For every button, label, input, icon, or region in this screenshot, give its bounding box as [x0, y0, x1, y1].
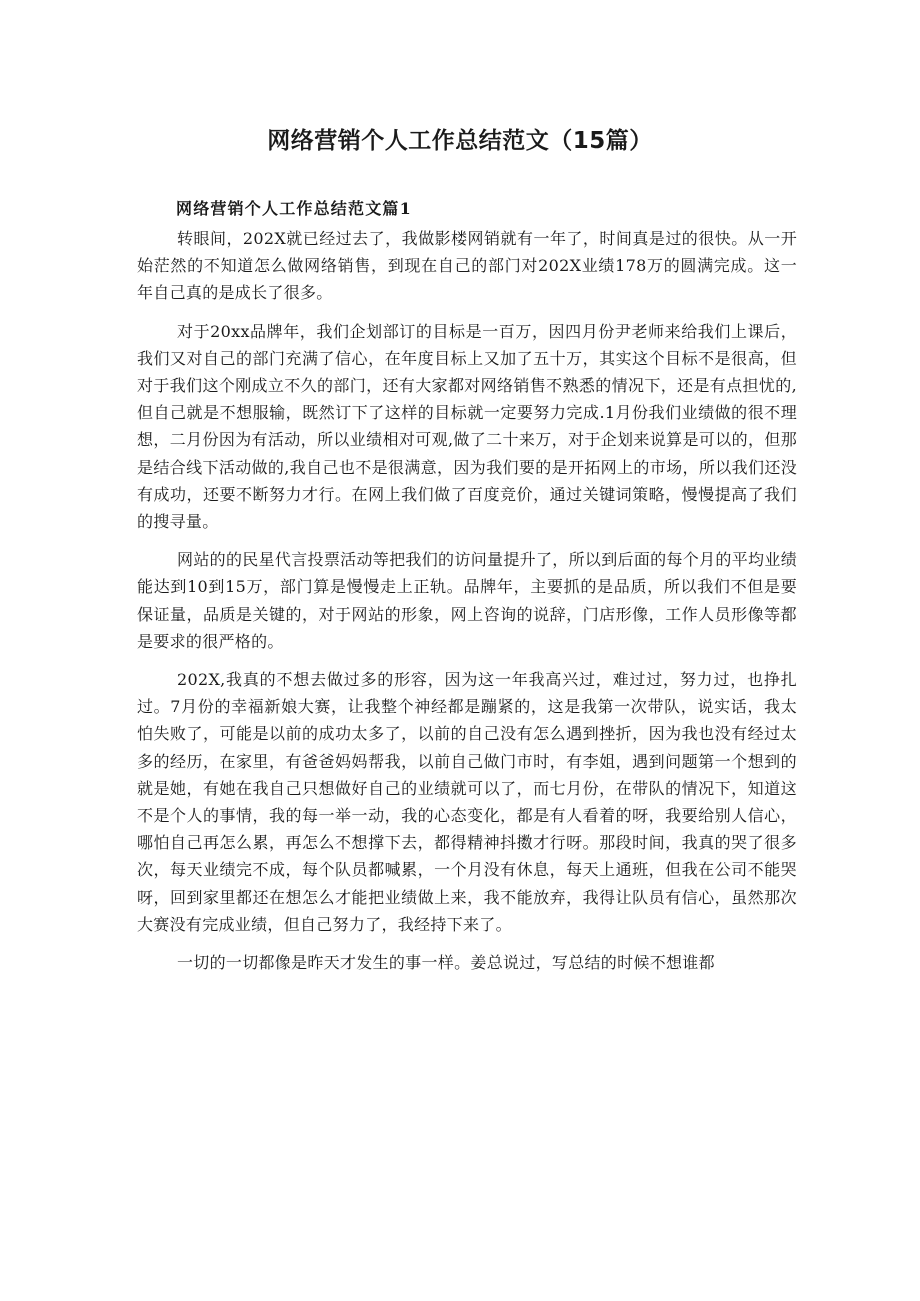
section-heading: 网络营销个人工作总结范文篇1: [176, 199, 412, 218]
paragraph: 转眼间，202X就已经过去了，我做影楼网销就有一年了，时间真是过的很快。从一开始茫然的不知道怎么做网络销售，到现在自己的部门对202X业绩178万的圆满完成。这一年自己真的是成长了很多。: [137, 229, 797, 303]
document-title: 网络营销个人工作总结范文（15篇）: [267, 128, 653, 154]
paragraph: 202X,我真的不想去做过多的形容，因为这一年我高兴过，难过过，努力过，也挣扎过。7月份的幸福新娘大赛，让我整个神经都是蹦紧的，这是我第一次带队，说实话，我太怕失败了，可能是以前的成功太多了，以前的自己没有怎么遇到挫折，因为我也没有经过太多的经历，在家里，有爸爸妈妈帮我，以前自己做门市时，有李姐，遇到问题第一个想到的就是她，有她在我自己只想做好自己的业绩就可以了，而七月份，在带队的情况下，知道这不是个人的事情，我的每一举一动，我的心态变化，都是有人看着的呀，我要给别人信心，哪怕自己再怎么累，再怎么不想撑下去，都得精神抖擞才行呀。那段时间，我真的哭了很多次，每天业绩完不成，每个队员都喊累，一个月没有休息，每天上通班，但我在公司不能哭呀，回到家里都还在想怎么才能把业绩做上来，我不能放弃，我得让队员有信心，虽然那次大赛没有完成业绩，但自己努力了，我经持下来了。: [137, 670, 797, 934]
paragraph: 对于20xx品牌年，我们企划部订的目标是一百万，因四月份尹老师来给我们上课后，我们又对自己的部门充满了信心，在年度目标上又加了五十万，其实这个目标不是很高，但对于我们这个刚成立不久的部门，还有大家都对网络销售不熟悉的情况下，还是有点担忧的,但自己就是不想服输，既然订下了这样的目标就一定要努力完成.1月份我们业绩做的很不理想，二月份因为有活动，所以业绩相对可观,做了二十来万，对于企划来说算是可以的，但那是结合线下活动做的,我自己也不是很满意，因为我们要的是开拓网上的市场，所以我们还没有成功，还要不断努力才行。在网上我们做了百度竞价，通过关键词策略，慢慢提高了我们的搜寻量。: [137, 321, 797, 532]
document-body: [137, 225, 797, 987]
paragraph: 网站的的民星代言投票活动等把我们的访问量提升了，所以到后面的每个月的平均业绩能达到10到15万，部门算是慢慢走上正轨。品牌年，主要抓的是品质，所以我们不但是要保证量，品质是关键的，对于网站的形象，网上咨询的说辞，门店形像，工作人员形像等都是要求的很严格的。: [137, 550, 797, 651]
paragraph: 一切的一切都像是昨天才发生的事一样。姜总说过，写总结的时候不想谁都: [177, 953, 715, 973]
